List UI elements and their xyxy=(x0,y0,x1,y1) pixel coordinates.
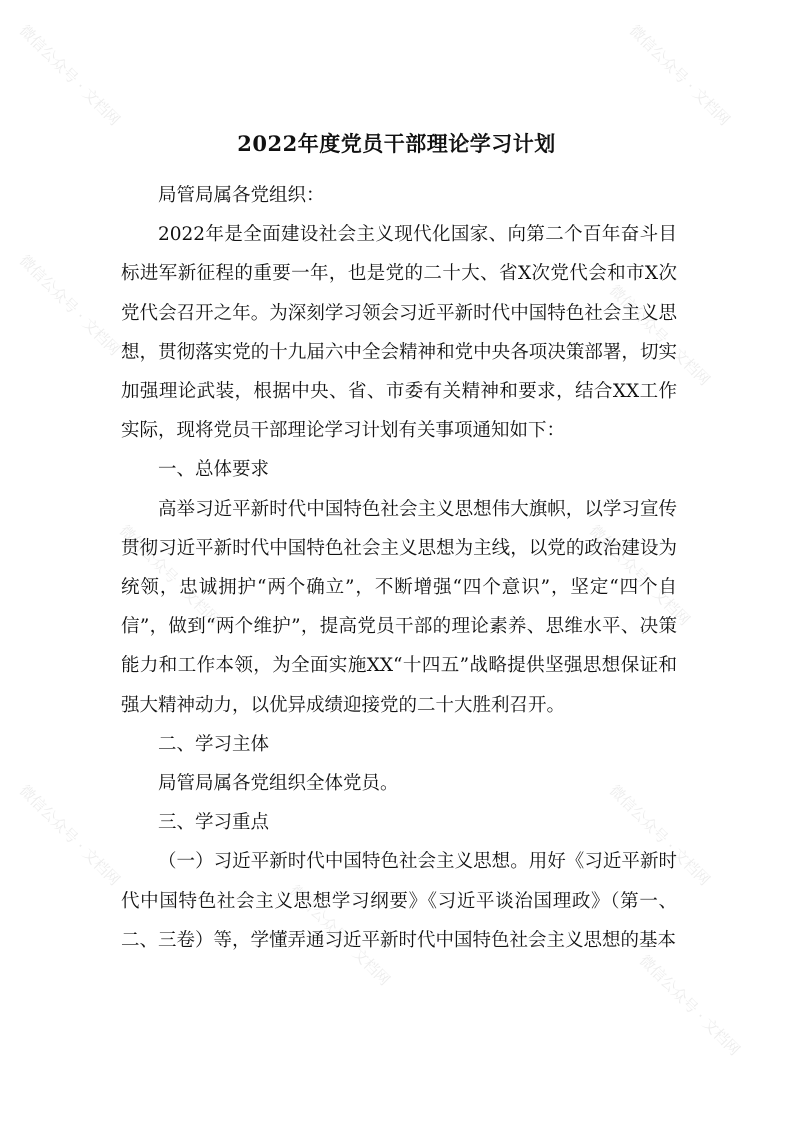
watermark: 微信公众号 · 文档网 xyxy=(15,21,124,130)
watermark: 微信公众号 · 文档网 xyxy=(605,281,714,390)
watermark: 微信公众号 · 文档网 xyxy=(625,21,734,130)
watermark: 微信公众号 · 文档网 xyxy=(115,521,224,630)
watermark: 微信公众号 · 文档网 xyxy=(585,521,694,630)
watermark: 微信公众号 · 文档网 xyxy=(635,951,744,1060)
watermark: 微信公众号 · 文档网 xyxy=(15,251,124,360)
paragraph-study-focus-1: （一）习近平新时代中国特色社会主义思想。用好《习近平新时代中国特色社会主义思想学习纲要》《习近平谈治国理政》（第一、二、三卷）等，学懂弄通习近平新时代中国特色社会主义思想的基本 xyxy=(121,851,677,951)
paragraph-study-subjects: 局管局属各党组织全体党员。 xyxy=(158,773,399,795)
section-heading-study-focus: 三、学习重点 xyxy=(158,812,270,834)
paragraph-general-requirements: 高举习近平新时代中国特色社会主义思想伟大旗帜，以学习宣传贯彻习近平新时代中国特色社会主义思想为主线，以党的政治建设为统领，忠诚拥护“两个确立”，不断增强“四个意识”，坚定“四个自信”，做到“两个维护”，提高党员干部的理论素养、思维水平、决策能力和工作本领，为全面实施XX“十四五”战略提供坚强思想保证和强大精神动力，以优异成绩迎接党的二十大胜利召开。 xyxy=(121,498,677,716)
document-title: 2022年度党员干部理论学习计划 xyxy=(237,131,556,156)
watermark: 微信公众号 · 文档网 xyxy=(285,881,394,990)
paragraph-intro: 2022年是全面建设社会主义现代化国家、向第二个百年奋斗目标进军新征程的重要一年，也是党的二十大、省X次党代会和市X次党代会召开之年。为深刻学习领会习近平新时代中国特色社会主义思想，贯彻落实党的十九届六中全会精神和党中央各项决策部署，切实加强理论武装，根据中央、省、市委有关精神和要求，结合XX工作实际，现将党员干部理论学习计划有关事项通知如下： xyxy=(121,224,677,442)
section-heading-general-requirements: 一、总体要求 xyxy=(158,459,270,481)
document-body xyxy=(121,176,677,960)
section-heading-study-subjects: 二、学习主体 xyxy=(158,733,270,755)
watermark: 微信公众号 · 文档网 xyxy=(605,781,714,890)
watermark: 微信公众号 · 文档网 xyxy=(15,781,124,890)
salutation: 局管局属各党组织： xyxy=(158,185,325,206)
